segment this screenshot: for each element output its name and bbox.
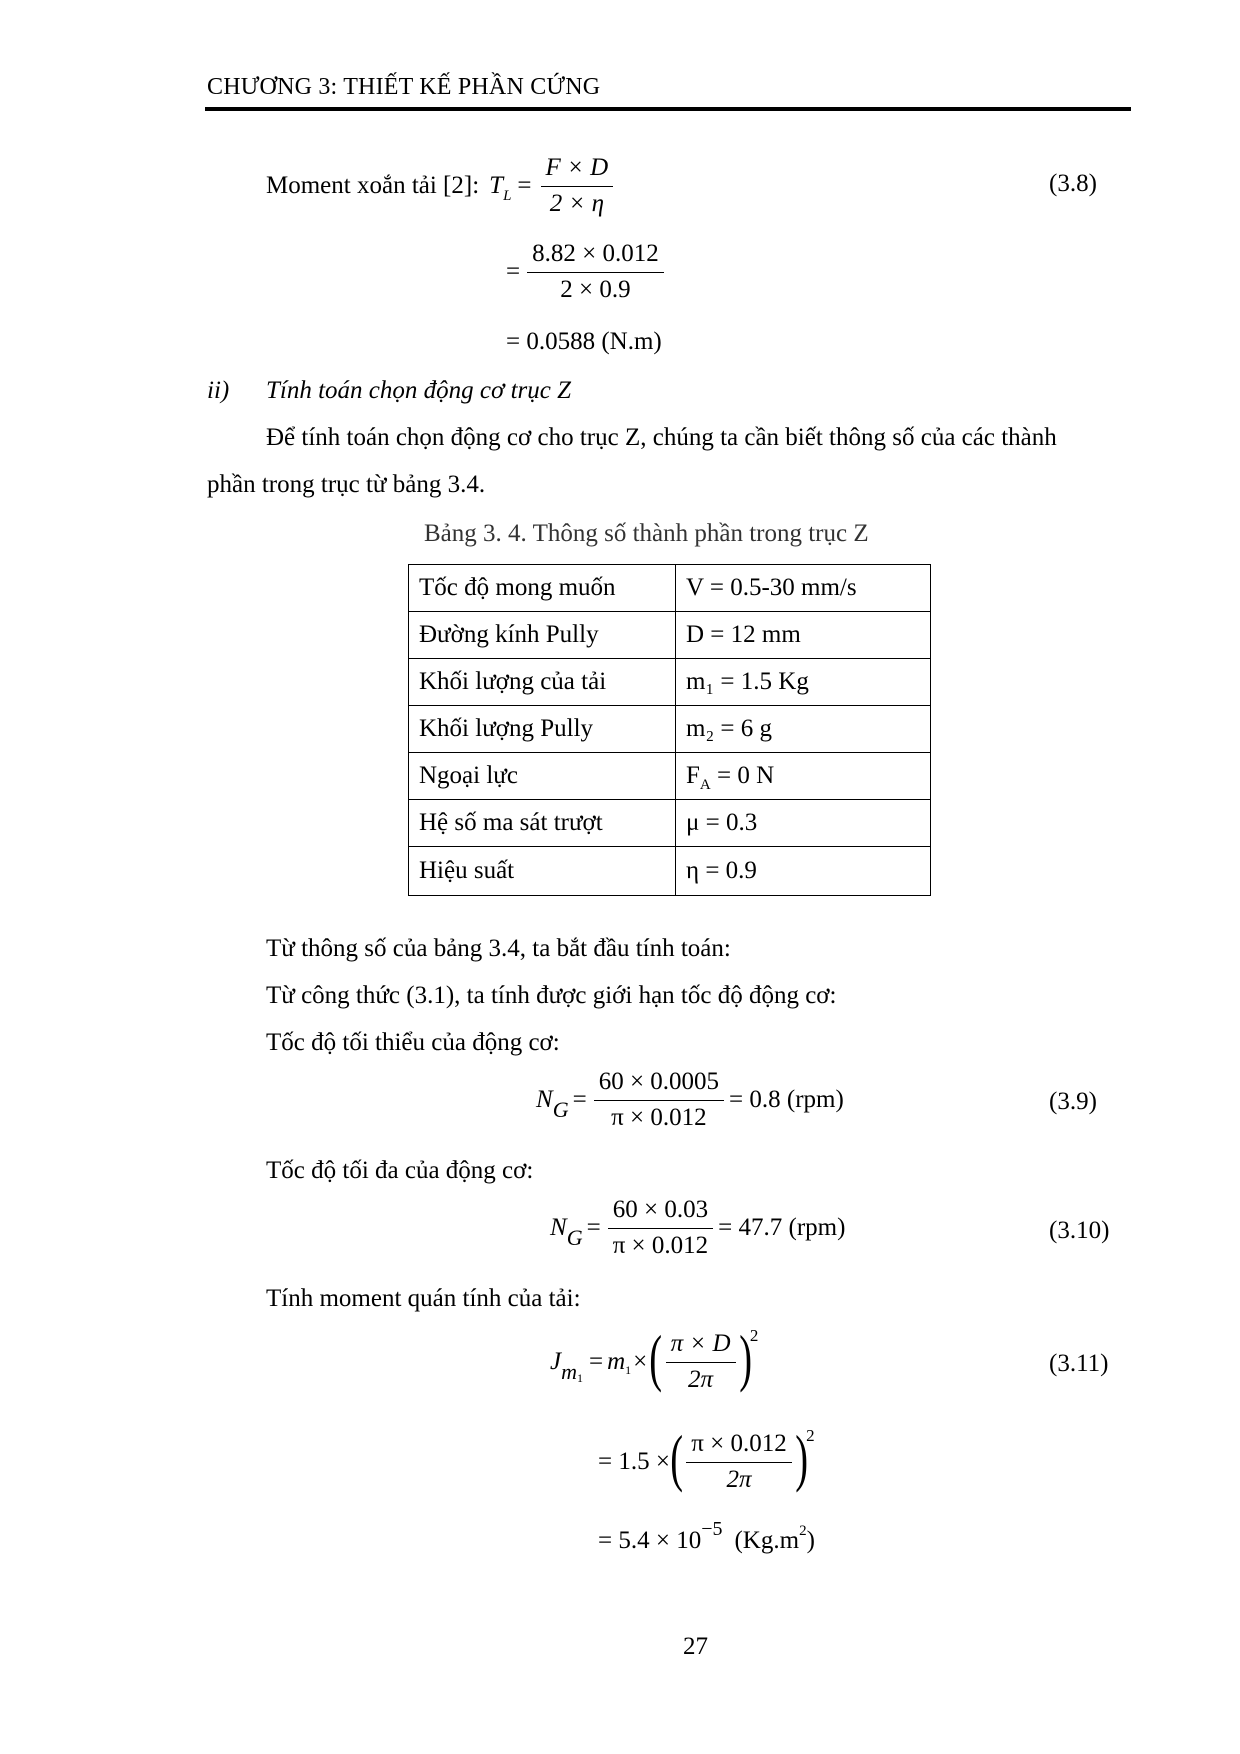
equation-number: (3.11) (1049, 1350, 1109, 1377)
equation-lhs: N (550, 1214, 567, 1242)
fraction (666, 1330, 736, 1395)
equation-3-8-step2: = $\frac{8.82 \times 0.012}{2 \times 0.9}$ (506, 240, 667, 305)
exponent: −5 (701, 1517, 723, 1540)
fraction-numerator: 60 × 0.0005 (594, 1068, 724, 1101)
max-speed-label: Tốc độ tối đa của động cơ: (266, 1157, 534, 1184)
equation-3-8 (266, 154, 616, 219)
table-cell-label: Khối lượng của tải (409, 659, 676, 706)
fraction (527, 240, 664, 305)
unit: (Kg.m (734, 1527, 800, 1554)
table-row (409, 753, 931, 800)
section-title: Tính toán chọn động cơ trục Z (266, 377, 572, 404)
table-cell-value: D = 12 mm (676, 612, 931, 659)
table-cell-label: Ngoại lực (409, 753, 676, 800)
fraction (686, 1430, 791, 1495)
exponent: 2 (806, 1426, 815, 1446)
intro-line-1: Để tính toán chọn động cơ cho trục Z, chúng ta cần biết thông số của các thành (266, 424, 1057, 451)
fraction-numerator: F × D (541, 154, 614, 187)
table-cell-label: Khối lượng Pully (409, 706, 676, 753)
fraction-numerator: π × D (666, 1330, 736, 1363)
min-speed-label: Tốc độ tối thiểu của động cơ: (266, 1029, 560, 1056)
table-cell-label: Đường kính Pully (409, 612, 676, 659)
table-row (409, 659, 931, 706)
fraction (594, 1068, 724, 1133)
equation-lhs-sub: G (552, 1097, 569, 1123)
equation-3-11: J m 1 = m 1 × ( $\frac{\pi \times D}{2\pi}$ ) 2 (550, 1322, 759, 1394)
equation-lhs-sub: G (566, 1225, 583, 1251)
fraction-denominator: π × 0.012 (611, 1103, 707, 1131)
table-cell-value: $F_A = 0$ N (676, 753, 931, 800)
fraction-denominator: 2 × 0.9 (560, 275, 631, 303)
equation-label: Moment xoắn tải [2]: (266, 172, 480, 200)
parameters-table (408, 564, 931, 896)
table-row (409, 706, 931, 753)
equation-3-11-step2: = 1.5 × ( $\frac{\pi \times 0.012}{2\pi}$ ) 2 (598, 1422, 815, 1494)
equals-sign: = (517, 172, 532, 200)
table-caption: Bảng 3. 4. Thông số thành phần trong trục Z (424, 520, 869, 547)
table-cell-value: m₂ = 6 g (676, 706, 931, 753)
header-rule (205, 107, 1131, 111)
equation-3-8-step3: = 0.0588 (N.m) (506, 328, 662, 355)
equation-rhs-mass: m (607, 1348, 626, 1376)
table-cell-value: η = 0.9 (676, 847, 931, 896)
chapter-header: CHƯƠNG 3: THIẾT KẾ PHẦN CỨNG (207, 74, 601, 100)
intro-line-2: phần trong trục từ bảng 3.4. (207, 471, 486, 498)
equation-3-9: N G = $\frac{60 \times 0.0005}{\pi \times 0.012}$ = 0.8 (rpm) (536, 1068, 844, 1131)
equation-result: = 47.7 (rpm) (718, 1214, 846, 1242)
fraction-denominator: 2π (726, 1465, 752, 1493)
equation-lhs-sub: L (503, 187, 512, 204)
fraction-denominator: 2π (688, 1365, 714, 1393)
inertia-label: Tính moment quán tính của tải: (266, 1285, 581, 1312)
fraction-denominator: 2 × η (549, 189, 604, 217)
equation-number: (3.10) (1049, 1217, 1110, 1244)
fraction-numerator: π × 0.012 (686, 1430, 791, 1463)
table-cell-value: V = 0.5-30 mm/s (676, 565, 931, 612)
equation-result: = 0.8 (rpm) (729, 1086, 844, 1114)
equation-3-10: N G = $\frac{60 \times 0.03}{\pi \times 0.012}$ = 47.7 (rpm) (550, 1196, 846, 1259)
equation-number: (3.9) (1049, 1088, 1097, 1115)
table-row (409, 800, 931, 847)
table-cell-value: μ = 0.3 (676, 800, 931, 847)
section-number: ii) (207, 377, 230, 404)
body-line-2: Từ công thức (3.1), ta tính được giới hạn tốc độ động cơ: (266, 982, 837, 1009)
step-prefix: = 5.4 × 10 (598, 1527, 702, 1554)
fraction-numerator: 8.82 × 0.012 (527, 240, 664, 273)
fraction-denominator: π × 0.012 (612, 1231, 709, 1259)
equation-lhs-subsub: 1 (577, 1370, 583, 1385)
equation-lhs: J (550, 1348, 562, 1376)
equation-number: (3.8) (1049, 170, 1097, 197)
table-row (409, 565, 931, 612)
step-prefix: = 1.5 × (598, 1448, 670, 1476)
body-line-1: Từ thông số của bảng 3.4, ta bắt đầu tính toán: (266, 935, 731, 962)
equation-lhs-sub: m (561, 1359, 577, 1385)
equation-lhs: N (536, 1086, 553, 1114)
unit-exponent: 2 (799, 1522, 807, 1539)
table-cell-label: Tốc độ mong muốn (409, 565, 676, 612)
fraction (541, 154, 614, 219)
table-cell-value: m₁ = 1.5 Kg (676, 659, 931, 706)
equation-3-11-step3: = 5.4 × 10 −5 (Kg.m 2 ) (598, 1517, 815, 1554)
fraction-numerator: 60 × 0.03 (608, 1196, 713, 1229)
fraction (608, 1196, 713, 1261)
table-cell-label: Hệ số ma sát trượt (409, 800, 676, 847)
equation-rhs-mass-sub: 1 (625, 1362, 632, 1377)
equation-lhs: T (489, 172, 504, 200)
page-number: 27 (683, 1633, 708, 1660)
table-row (409, 847, 931, 896)
table-row (409, 612, 931, 659)
table-cell-label: Hiệu suất (409, 847, 676, 896)
exponent: 2 (749, 1326, 759, 1346)
